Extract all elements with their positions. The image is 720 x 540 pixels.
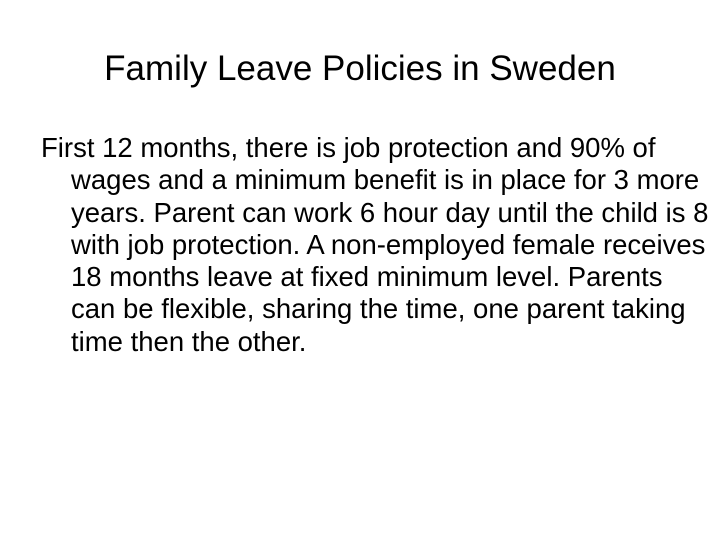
slide-body-text: First 12 months, there is job protection and 90% of wages and a minimum benefit is in place for 3 more years. Parent can work 6 hour day until the child is 8 with job protection. A non-employed female receives 18 months leave at fixed minimum level. Parents can be flexible, sharing the time, one parent taking time then the other. <box>41 132 709 357</box>
slide-title: Family Leave Policies in Sweden <box>104 49 616 88</box>
